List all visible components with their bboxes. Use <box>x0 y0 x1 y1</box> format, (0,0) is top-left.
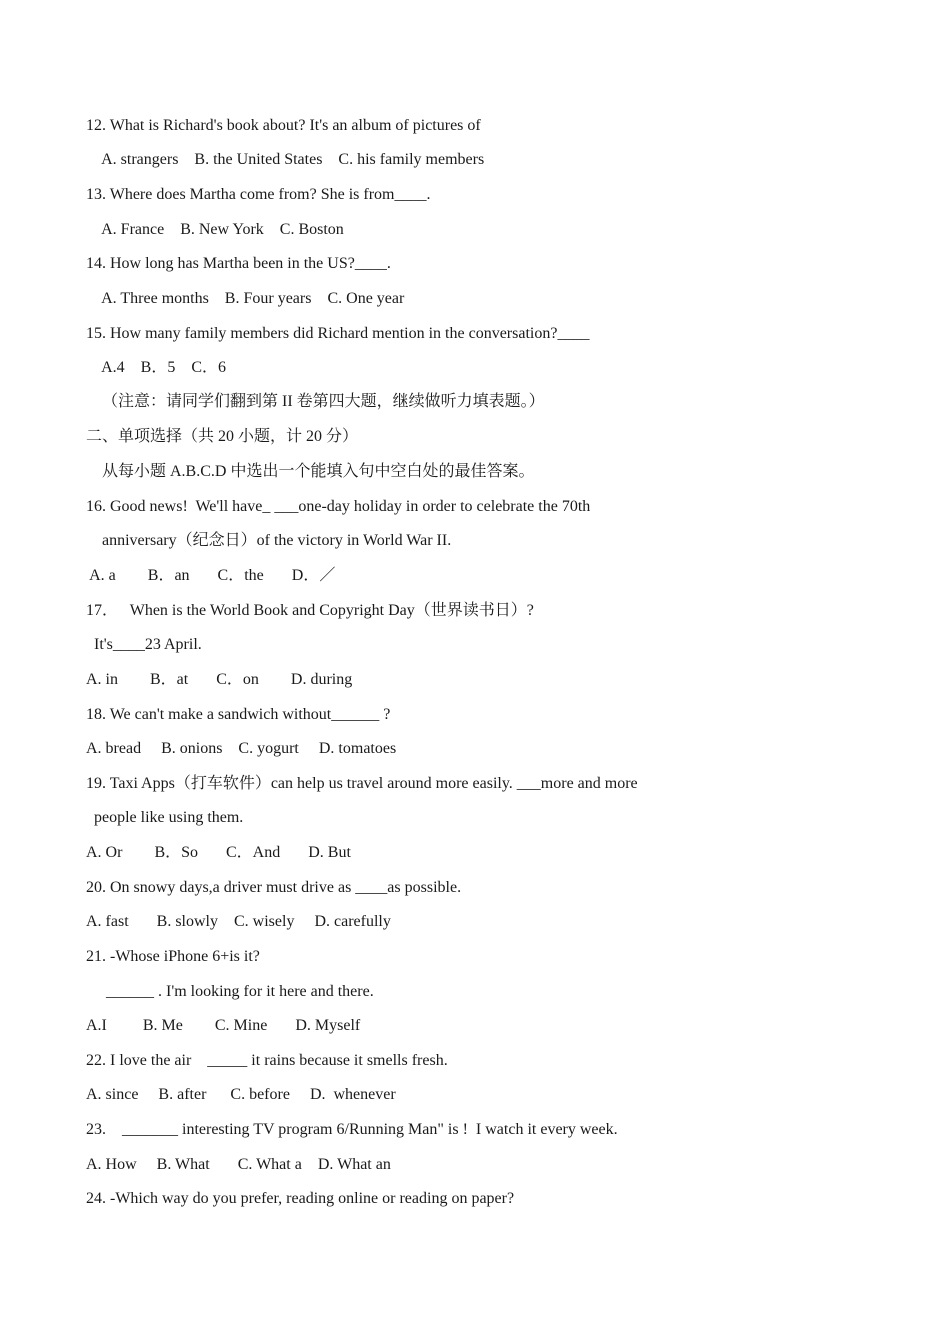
question-20-text: 20. On snowy days,a driver must drive as ____as possible. <box>86 879 462 896</box>
question-14-text: 14. How long has Martha been in the US?____. <box>86 255 391 272</box>
question-19-text-cont: people like using them. <box>86 809 244 826</box>
question-23-text: 23. _______ interesting TV program 6/Running Man" is ! I watch it every week. <box>86 1121 618 1138</box>
question-15-text: 15. How many family members did Richard mention in the conversation?____ <box>86 325 590 342</box>
question-23-options: A. How B. What C. What a D. What an <box>86 1156 391 1173</box>
question-12-text: 12. What is Richard's book about? It's an album of pictures of <box>86 117 481 134</box>
question-22-text: 22. I love the air _____ it rains because it smells fresh. <box>86 1052 448 1069</box>
question-22-options: A. since B. after C. before D. whenever <box>86 1086 396 1103</box>
question-19-text: 19. Taxi Apps（打车软件）can help us travel around more easily. ___more and more <box>86 775 638 792</box>
question-13-text: 13. Where does Martha come from? She is from____. <box>86 186 431 203</box>
question-16-text: 16. Good news! We'll have_ ___one-day holiday in order to celebrate the 70th <box>86 498 591 515</box>
question-17-answer: It's____23 April. <box>86 636 202 653</box>
question-18-options: A. bread B. onions C. yogurt D. tomatoes <box>86 740 397 757</box>
listening-note: （注意：请同学们翻到第 II 卷第四大题，继续做听力填表题。） <box>86 393 545 410</box>
question-20-options: A. fast B. slowly C. wisely D. carefully <box>86 913 391 930</box>
question-16-text-cont: anniversary（纪念日）of the victory in World War II. <box>86 532 452 549</box>
question-17-options: A. in B．at C．on D. during <box>86 671 353 688</box>
question-21-reply: ______ . I'm looking for it here and there. <box>86 983 374 1000</box>
question-16-options: A. a B．an C．the D．／ <box>86 567 336 584</box>
question-18-text: 18. We can't make a sandwich without______ ? <box>86 706 391 723</box>
question-17-text: 17． When is the World Book and Copyright Day（世界读书日）? <box>86 602 534 619</box>
question-19-options: A. Or B．So C．And D. But <box>86 844 351 861</box>
question-15-options: A.4 B．5 C．6 <box>86 359 227 376</box>
question-21-text: 21. -Whose iPhone 6+is it? <box>86 948 260 965</box>
question-13-options: A. France B. New York C. Boston <box>86 221 344 238</box>
question-14-options: A. Three months B. Four years C. One year <box>86 290 405 307</box>
question-12-options: A. strangers B. the United States C. his family members <box>86 151 485 168</box>
question-21-options: A.I B. Me C. Mine D. Myself <box>86 1017 361 1034</box>
section-instructions: 从每小题 A.B.C.D 中选出一个能填入句中空白处的最佳答案。 <box>86 463 535 480</box>
question-24-text: 24. -Which way do you prefer, reading online or reading on paper? <box>86 1190 515 1207</box>
section-heading: 二、单项选择（共 20 小题，计 20 分） <box>86 428 359 445</box>
